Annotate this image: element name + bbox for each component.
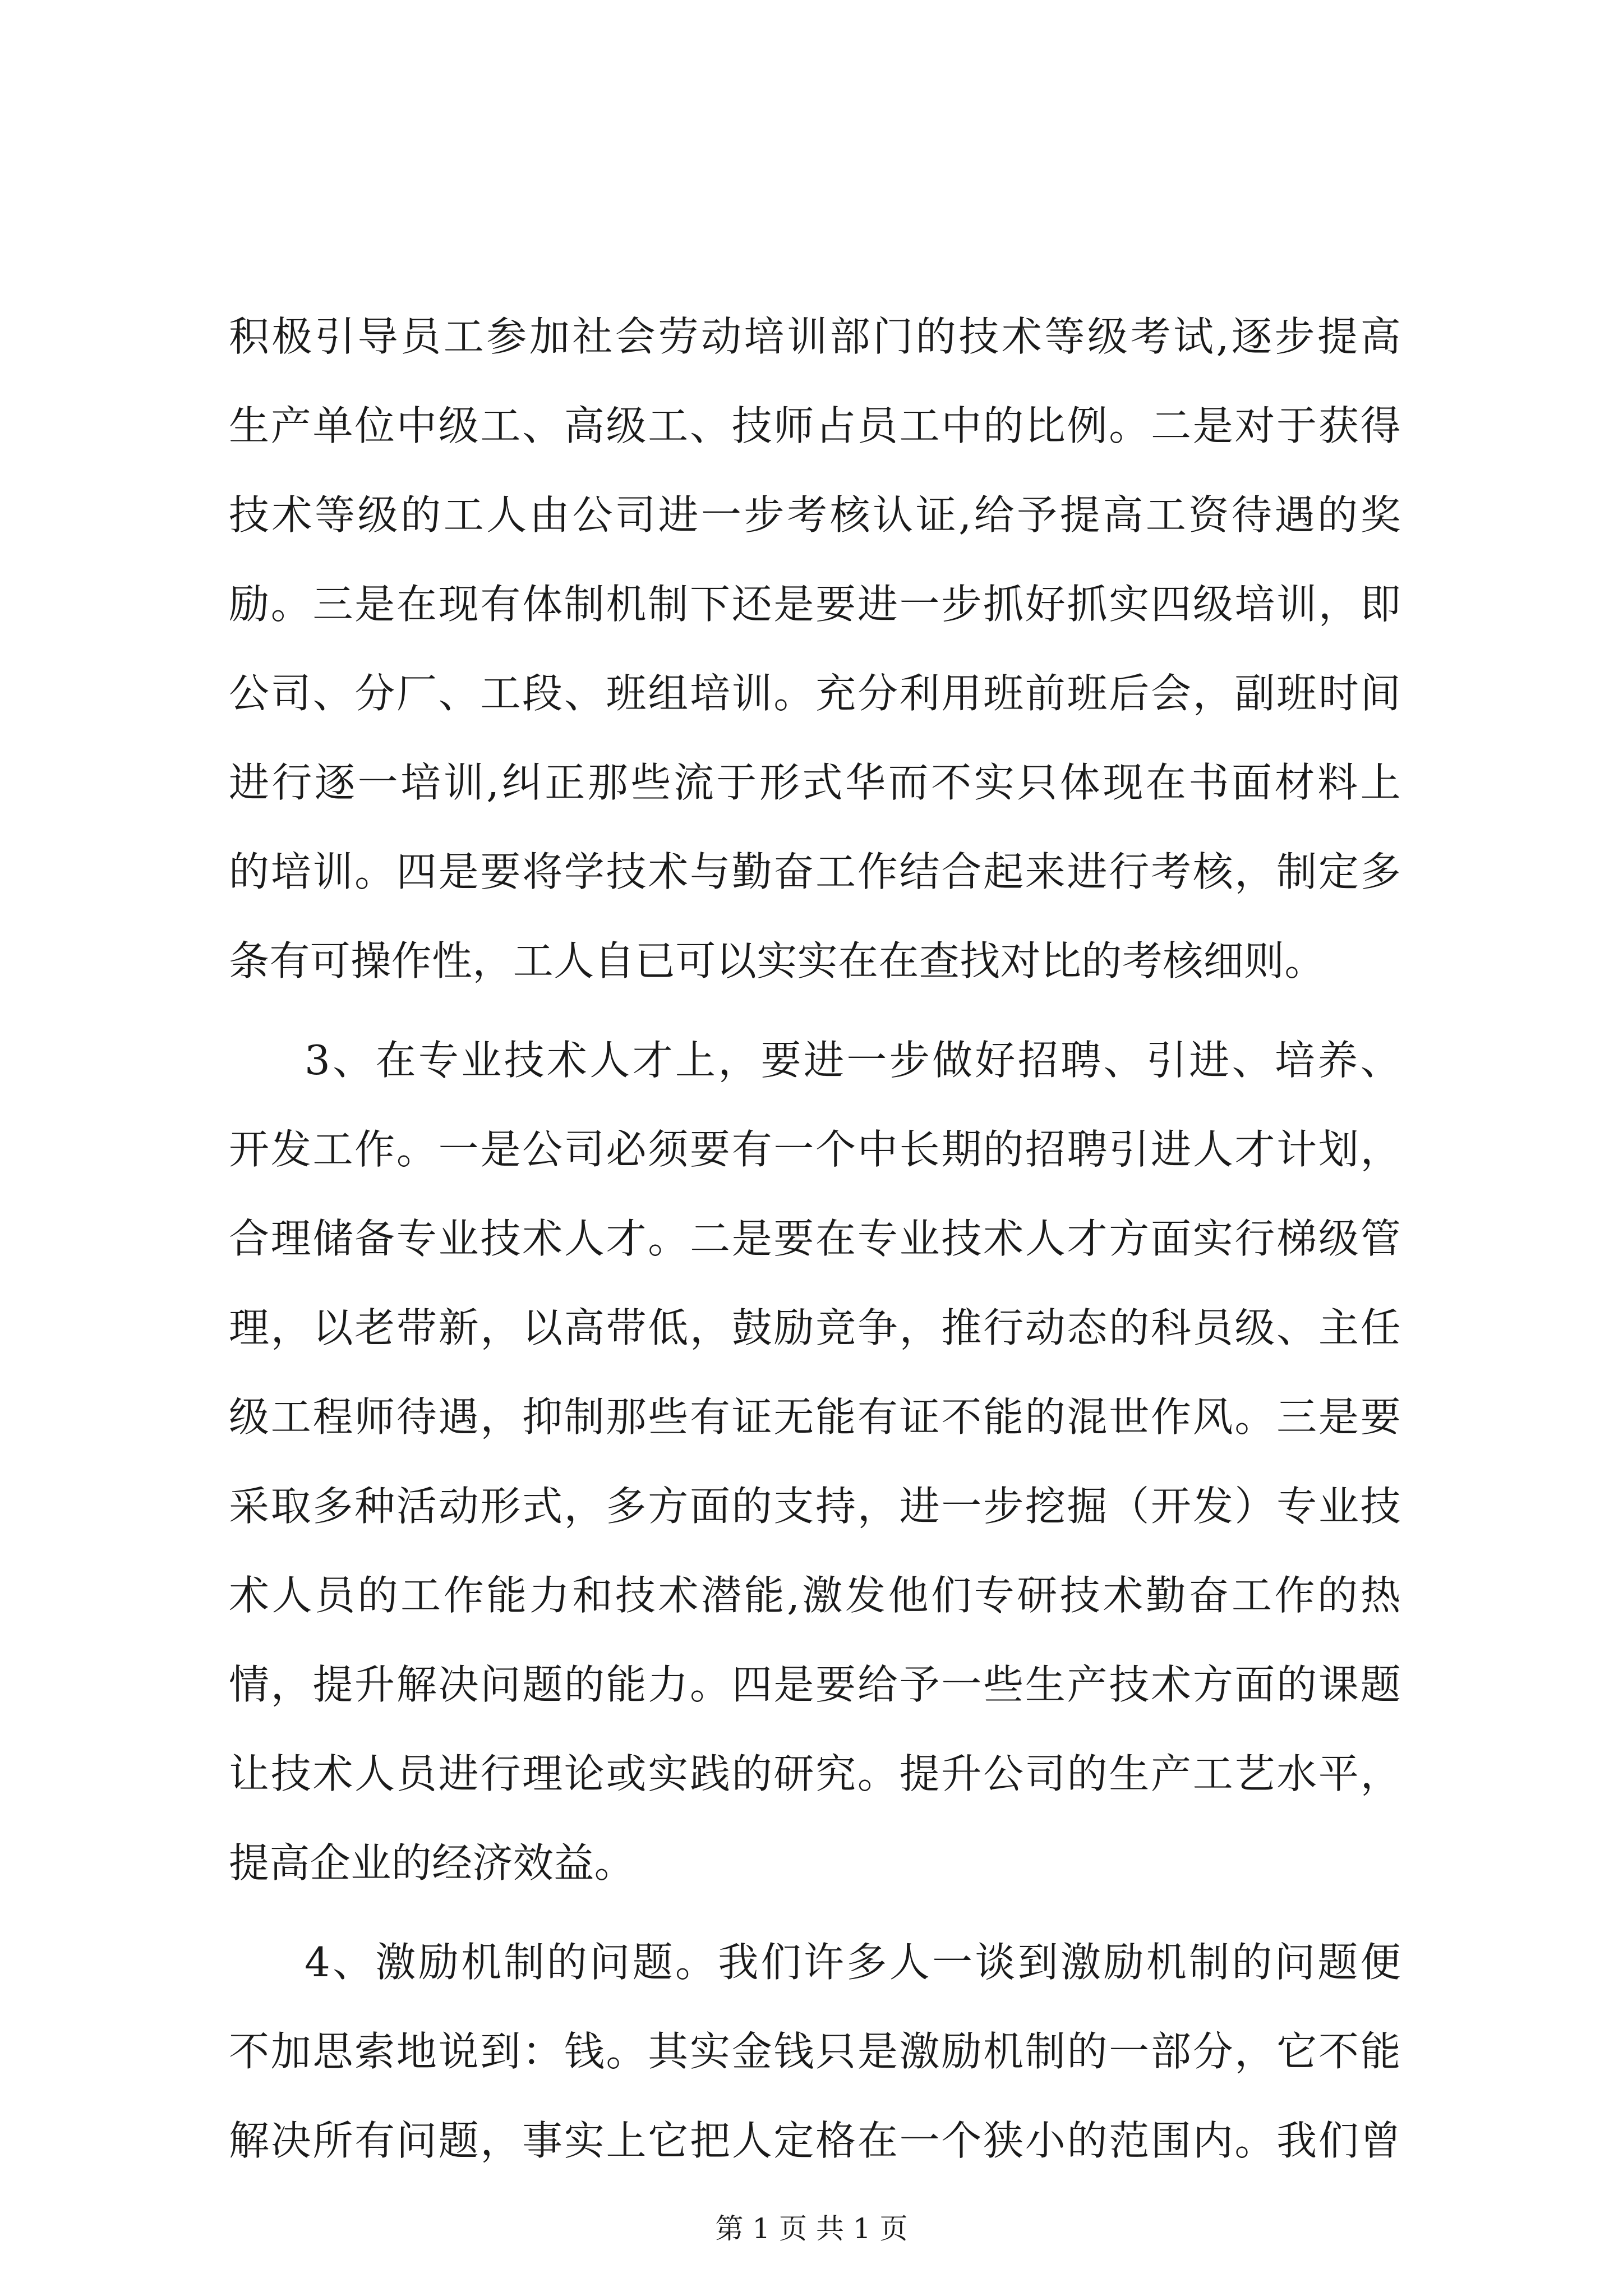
body-line: 级工程师待遇，抑制那些有证无能有证不能的混世作风。三是要 bbox=[229, 1393, 1401, 1441]
body-line: 开发工作。一是公司必须要有一个中长期的招聘引进人才计划， bbox=[229, 1126, 1401, 1173]
paragraph-first-line: 3、在专业技术人才上，要进一步做好招聘、引进、培养、 bbox=[305, 1037, 1401, 1084]
body-line: 提高企业的经济效益。 bbox=[229, 1839, 635, 1887]
body-line: 情，提升解决问题的能力。四是要给予一些生产技术方面的课题 bbox=[229, 1661, 1401, 1708]
body-line: 术人员的工作能力和技术潜能,激发他们专研技术勤奋工作的热 bbox=[229, 1572, 1401, 1619]
body-line: 条有可操作性，工人自已可以实实在在查找对比的考核细则。 bbox=[229, 937, 1325, 984]
body-line: 理，以老带新，以高带低，鼓励竞争，推行动态的科员级、主任 bbox=[229, 1304, 1401, 1351]
body-line: 采取多种活动形式，多方面的支持，进一步挖掘（开发）专业技 bbox=[229, 1483, 1401, 1530]
body-line: 技术等级的工人由公司进一步考核认证,给予提高工资待遇的奖 bbox=[229, 491, 1401, 539]
body-line: 积极引导员工参加社会劳动培训部门的技术等级考试,逐步提高 bbox=[229, 313, 1401, 360]
body-line: 让技术人员进行理论或实践的研究。提升公司的生产工艺水平， bbox=[229, 1750, 1401, 1797]
body-line: 励。三是在现有体制机制下还是要进一步抓好抓实四级培训，即 bbox=[229, 581, 1401, 628]
page-footer: 第 1 页 共 1 页 bbox=[715, 2212, 908, 2245]
paragraph-first-line: 4、激励机制的问题。我们许多人一谈到激励机制的问题便 bbox=[305, 1939, 1401, 1986]
body-line: 合理储备专业技术人才。二是要在专业技术人才方面实行梯级管 bbox=[229, 1215, 1401, 1262]
body-line: 进行逐一培训,纠正那些流于形式华而不实只体现在书面材料上 bbox=[229, 759, 1401, 806]
body-line: 生产单位中级工、高级工、技师占员工中的比例。二是对于获得 bbox=[229, 402, 1401, 449]
body-line: 公司、分厂、工段、班组培训。充分利用班前班后会，副班时间 bbox=[229, 670, 1401, 717]
body-line: 的培训。四是要将学技术与勤奋工作结合起来进行考核，制定多 bbox=[229, 848, 1401, 895]
body-line: 不加思索地说到：钱。其实金钱只是激励机制的一部分，它不能 bbox=[229, 2028, 1401, 2075]
body-line: 解决所有问题，事实上它把人定格在一个狭小的范围内。我们曾 bbox=[229, 2117, 1401, 2164]
